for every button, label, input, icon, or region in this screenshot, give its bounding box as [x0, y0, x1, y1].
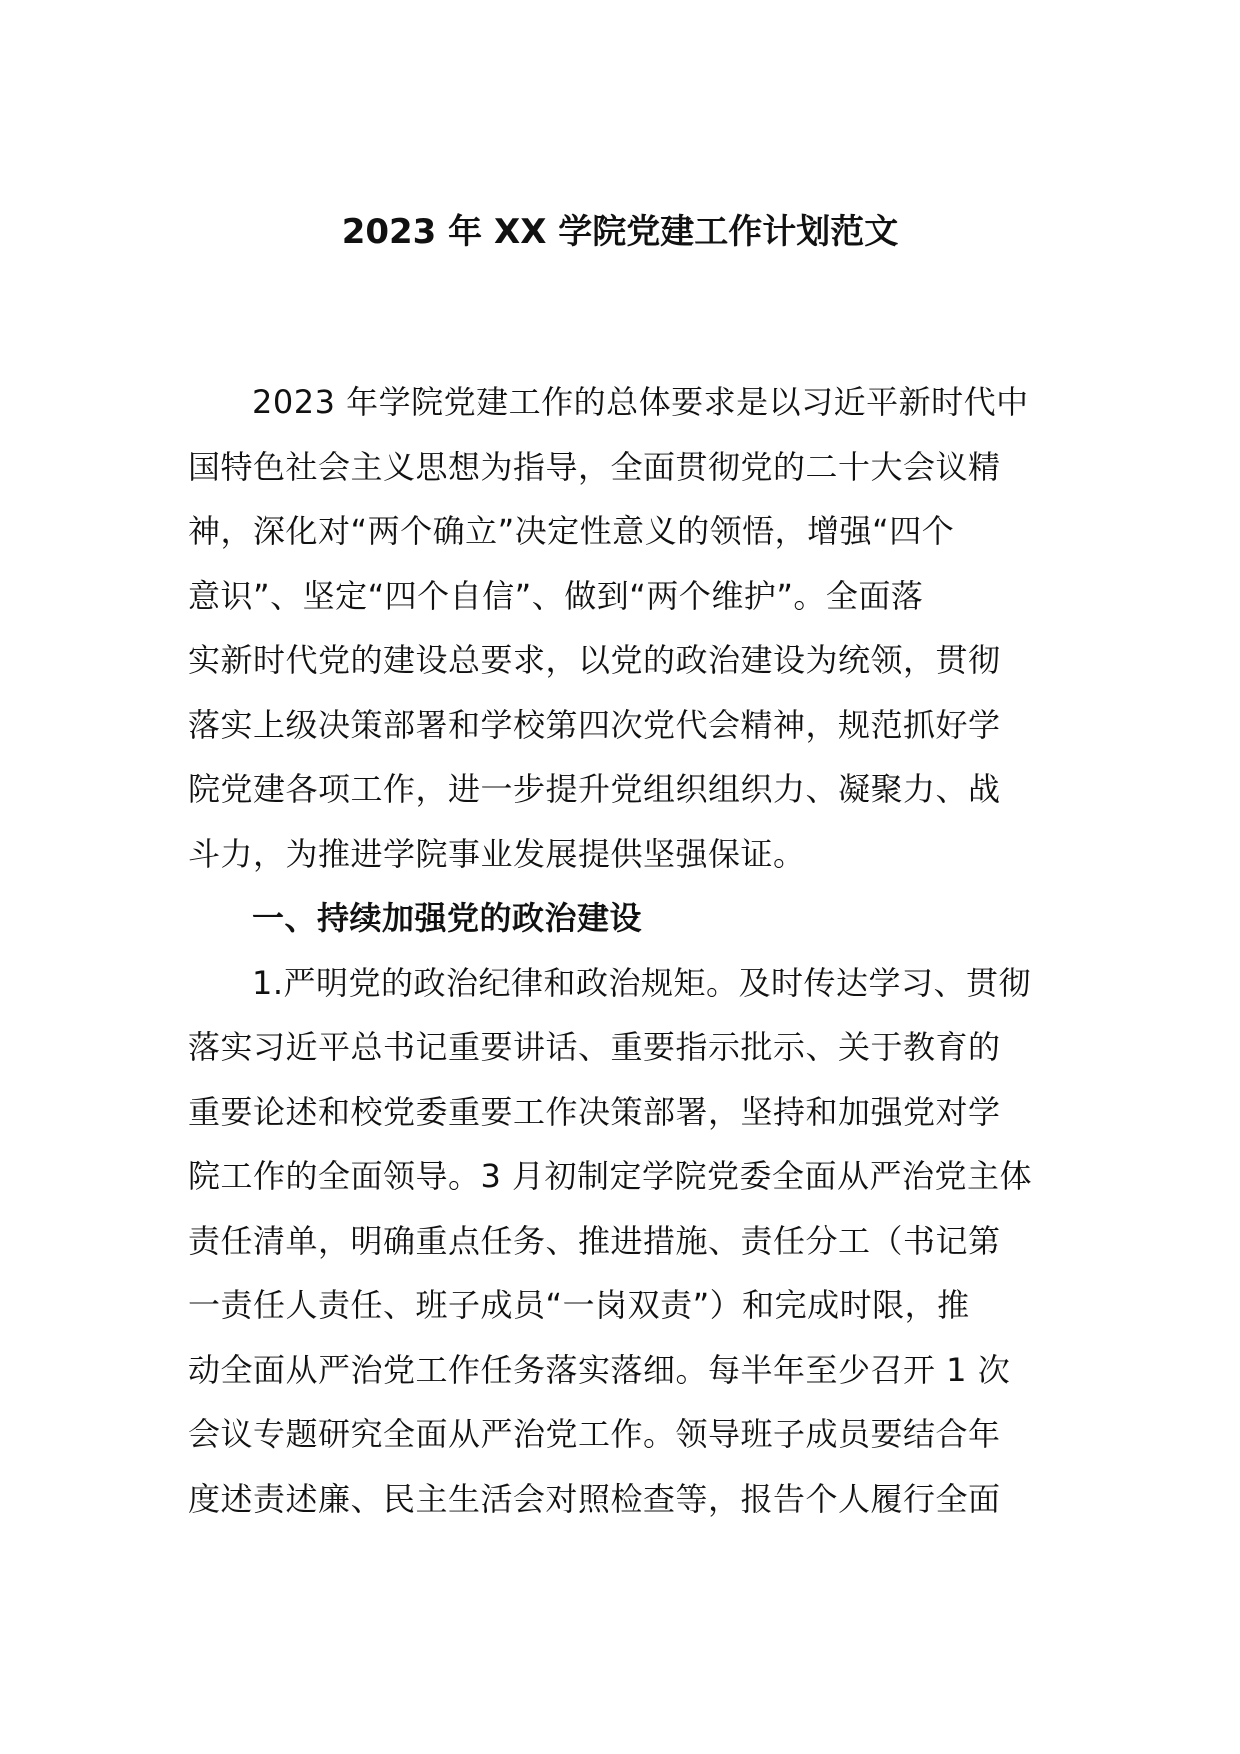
paragraph-1-line: 院党建各项工作，进一步提升党组织组织力、凝聚力、战: [188, 770, 1001, 808]
paragraph-2-line: 1.严明党的政治纪律和政治规矩。及时传达学习、贯彻: [252, 963, 1032, 1002]
paragraph-2-line: 院工作的全面领导。3 月初制定学院党委全面从严治党主体: [188, 1157, 1033, 1195]
section-1-heading: 一、持续加强党的政治建设: [252, 899, 643, 937]
paragraph-1-line: 神，深化对“两个确立”决定性意义的领悟，增强“四个: [188, 512, 955, 550]
paragraph-1-line: 落实上级决策部署和学校第四次党代会精神，规范抓好学: [188, 705, 1001, 744]
paragraph-2-line: 会议专题研究全面从严治党工作。领导班子成员要结合年: [188, 1415, 1001, 1453]
paragraph-1-line: 2023 年学院党建工作的总体要求是以习近平新时代中: [252, 383, 1029, 421]
paragraph-2-line: 动全面从严治党工作任务落实落细。每半年至少召开 1 次: [188, 1350, 1011, 1389]
paragraph-2-line: 落实习近平总书记重要讲话、重要指示批示、关于教育的: [188, 1028, 1001, 1066]
paragraph-2-line: 重要论述和校党委重要工作决策部署，坚持和加强党对学: [188, 1092, 1001, 1131]
paragraph-2-line: 度述责述廉、民主生活会对照检查等，报告个人履行全面: [188, 1479, 1001, 1518]
paragraph-1-line: 意识”、坚定“四个自信”、做到“两个维护”。全面落: [188, 576, 924, 615]
paragraph-2-line: 一责任人责任、班子成员“一岗双责”）和完成时限，推: [188, 1286, 970, 1324]
paragraph-1-line: 斗力，为推进学院事业发展提供坚强保证。: [188, 834, 806, 873]
document-title: 2023 年 XX 学院党建工作计划范文: [341, 212, 899, 252]
document-body: [188, 370, 1058, 1531]
paragraph-1-line: 国特色社会主义思想为指导，全面贯彻党的二十大会议精: [188, 447, 1001, 486]
paragraph-2-line: 责任清单，明确重点任务、推进措施、责任分工（书记第: [188, 1221, 1001, 1260]
paragraph-1-line: 实新时代党的建设总要求，以党的政治建设为统领，贯彻: [188, 641, 1001, 679]
